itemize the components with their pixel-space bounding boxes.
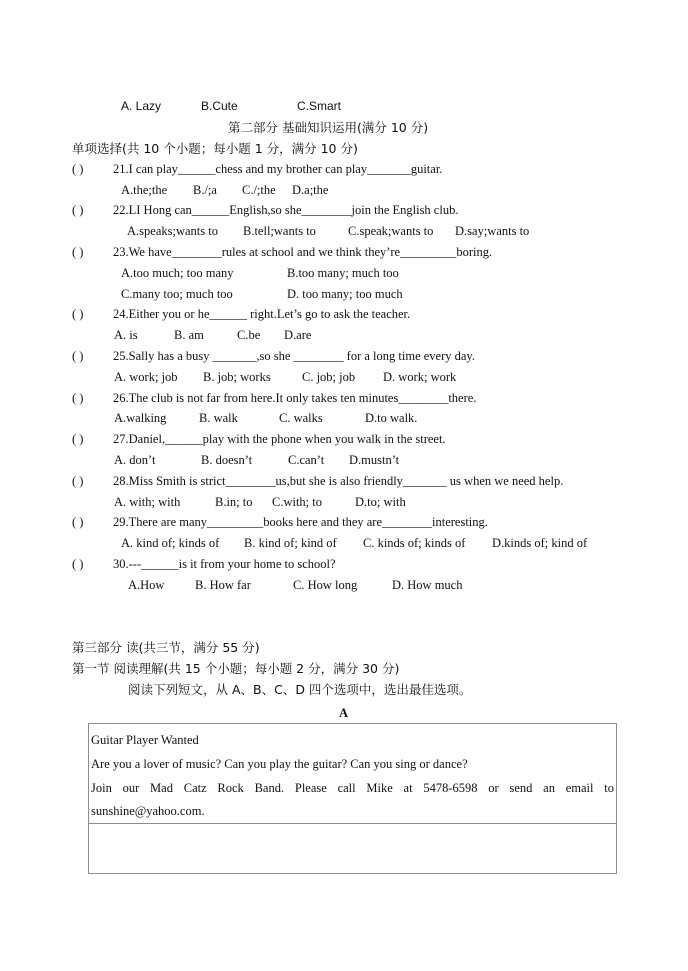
question-30-option-c: C. How long xyxy=(293,578,358,592)
question-24-option-d: D.are xyxy=(284,328,312,342)
question-24-option-c: C.be xyxy=(237,328,261,342)
answer-blank-21[interactable]: ( ) xyxy=(72,162,84,176)
passage-divider xyxy=(89,823,616,824)
question-27-option-a: A. don’t xyxy=(114,453,156,467)
prev-option-a: A. Lazy xyxy=(121,99,162,113)
question-21-option-c: C./;the xyxy=(242,183,276,197)
prev-option-c: C.Smart xyxy=(297,99,342,113)
question-27-stem: 27.Daniel,______play with the phone when you walk in the street. xyxy=(113,432,446,446)
question-25-option-c: C. job; job xyxy=(302,370,356,384)
question-28-option-b: B.in; to xyxy=(215,495,253,509)
question-25-option-b: B. job; works xyxy=(203,370,271,384)
question-22-option-a: A.speaks;wants to xyxy=(127,224,218,238)
question-30-option-b: B. How far xyxy=(195,578,251,592)
question-26-stem: 26.The club is not far from here.It only takes ten minutes________there. xyxy=(113,391,477,405)
question-23-option-a: A.too much; too many xyxy=(121,266,234,280)
answer-blank-29[interactable]: ( ) xyxy=(72,515,84,529)
question-27-option-d: D.mustn’t xyxy=(349,453,400,467)
question-25-option-d: D. work; work xyxy=(383,370,457,384)
question-30-option-a: A.How xyxy=(128,578,165,592)
question-28-stem: 28.Miss Smith is strict________us,but she is also friendly_______ us when we need help. xyxy=(113,474,564,488)
part3-instruction: 阅读下列短文，从 A、B、C、D 四个选项中，选出最佳选项。 xyxy=(128,682,472,697)
answer-blank-22[interactable]: ( ) xyxy=(72,203,84,217)
question-22-option-c: C.speak;wants to xyxy=(348,224,434,238)
question-24-option-b: B. am xyxy=(174,328,204,342)
question-24-stem: 24.Either you or he______ right.Let’s go to ask the teacher. xyxy=(113,307,411,321)
question-30-option-d: D. How much xyxy=(392,578,463,592)
part3-section1-title: 第一节 阅读理解(共 15 个小题；每小题 2 分，满分 30 分) xyxy=(72,661,400,676)
question-29-stem: 29.There are many_________books here and they are________interesting. xyxy=(113,515,488,529)
answer-blank-30[interactable]: ( ) xyxy=(72,557,84,571)
passage-line-3: sunshine@yahoo.com. xyxy=(91,804,205,818)
question-21-stem: 21.I can play______chess and my brother can play_______guitar. xyxy=(113,162,443,176)
part3-title: 第三部分 读(共三节，满分 55 分) xyxy=(72,640,260,655)
question-26-option-b: B. walk xyxy=(199,411,238,425)
question-29-option-d: D.kinds of; kind of xyxy=(492,536,588,550)
question-25-option-a: A. work; job xyxy=(114,370,178,384)
question-23-stem: 23.We have________rules at school and we think they’re_________boring. xyxy=(113,245,493,259)
question-21-option-a: A.the;the xyxy=(121,183,168,197)
passage-line-1: Are you a lover of music? Can you play the guitar? Can you sing or dance? xyxy=(91,757,468,771)
question-26-option-c: C. walks xyxy=(279,411,323,425)
prev-option-b: B.Cute xyxy=(201,99,238,113)
question-21-option-d: D.a;the xyxy=(292,183,329,197)
question-28-option-c: C.with; to xyxy=(272,495,323,509)
question-25-stem: 25.Sally has a busy _______,so she ________ for a long time every day. xyxy=(113,349,475,363)
question-23-option-b: B.too many; much too xyxy=(287,266,399,280)
passage-title: Guitar Player Wanted xyxy=(91,733,199,747)
answer-blank-26[interactable]: ( ) xyxy=(72,391,84,405)
question-28-option-d: D.to; with xyxy=(355,495,406,509)
answer-blank-28[interactable]: ( ) xyxy=(72,474,84,488)
question-28-option-a: A. with; with xyxy=(114,495,181,509)
answer-blank-27[interactable]: ( ) xyxy=(72,432,84,446)
question-22-option-b: B.tell;wants to xyxy=(243,224,316,238)
passage-box xyxy=(88,723,617,874)
question-29-option-a: A. kind of; kinds of xyxy=(121,536,220,550)
question-27-option-b: B. doesn’t xyxy=(201,453,253,467)
question-24-option-a: A. is xyxy=(114,328,138,342)
question-26-option-a: A.walking xyxy=(114,411,167,425)
question-23-option-c: C.many too; much too xyxy=(121,287,233,301)
part2-instruction: 单项选择(共 10 个小题；每小题 1 分，满分 10 分) xyxy=(72,141,358,156)
question-29-option-c: C. kinds of; kinds of xyxy=(363,536,466,550)
question-26-option-d: D.to walk. xyxy=(365,411,418,425)
question-30-stem: 30.---______is it from your home to school? xyxy=(113,557,336,571)
passage-line-2: Join our Mad Catz Rock Band. Please call Mike at 5478-6598 or send an email to xyxy=(91,781,614,795)
question-21-option-b: B./;a xyxy=(193,183,217,197)
answer-blank-25[interactable]: ( ) xyxy=(72,349,84,363)
question-23-option-d: D. too many; too much xyxy=(287,287,403,301)
question-22-stem: 22.LI Hong can______English,so she________join the English club. xyxy=(113,203,459,217)
question-29-option-b: B. kind of; kind of xyxy=(244,536,337,550)
question-27-option-c: C.can’t xyxy=(288,453,325,467)
part2-title: 第二部分 基础知识运用(满分 10 分) xyxy=(228,120,429,135)
question-22-option-d: D.say;wants to xyxy=(455,224,530,238)
answer-blank-23[interactable]: ( ) xyxy=(72,245,84,259)
passage-label: A xyxy=(339,706,349,720)
answer-blank-24[interactable]: ( ) xyxy=(72,307,84,321)
